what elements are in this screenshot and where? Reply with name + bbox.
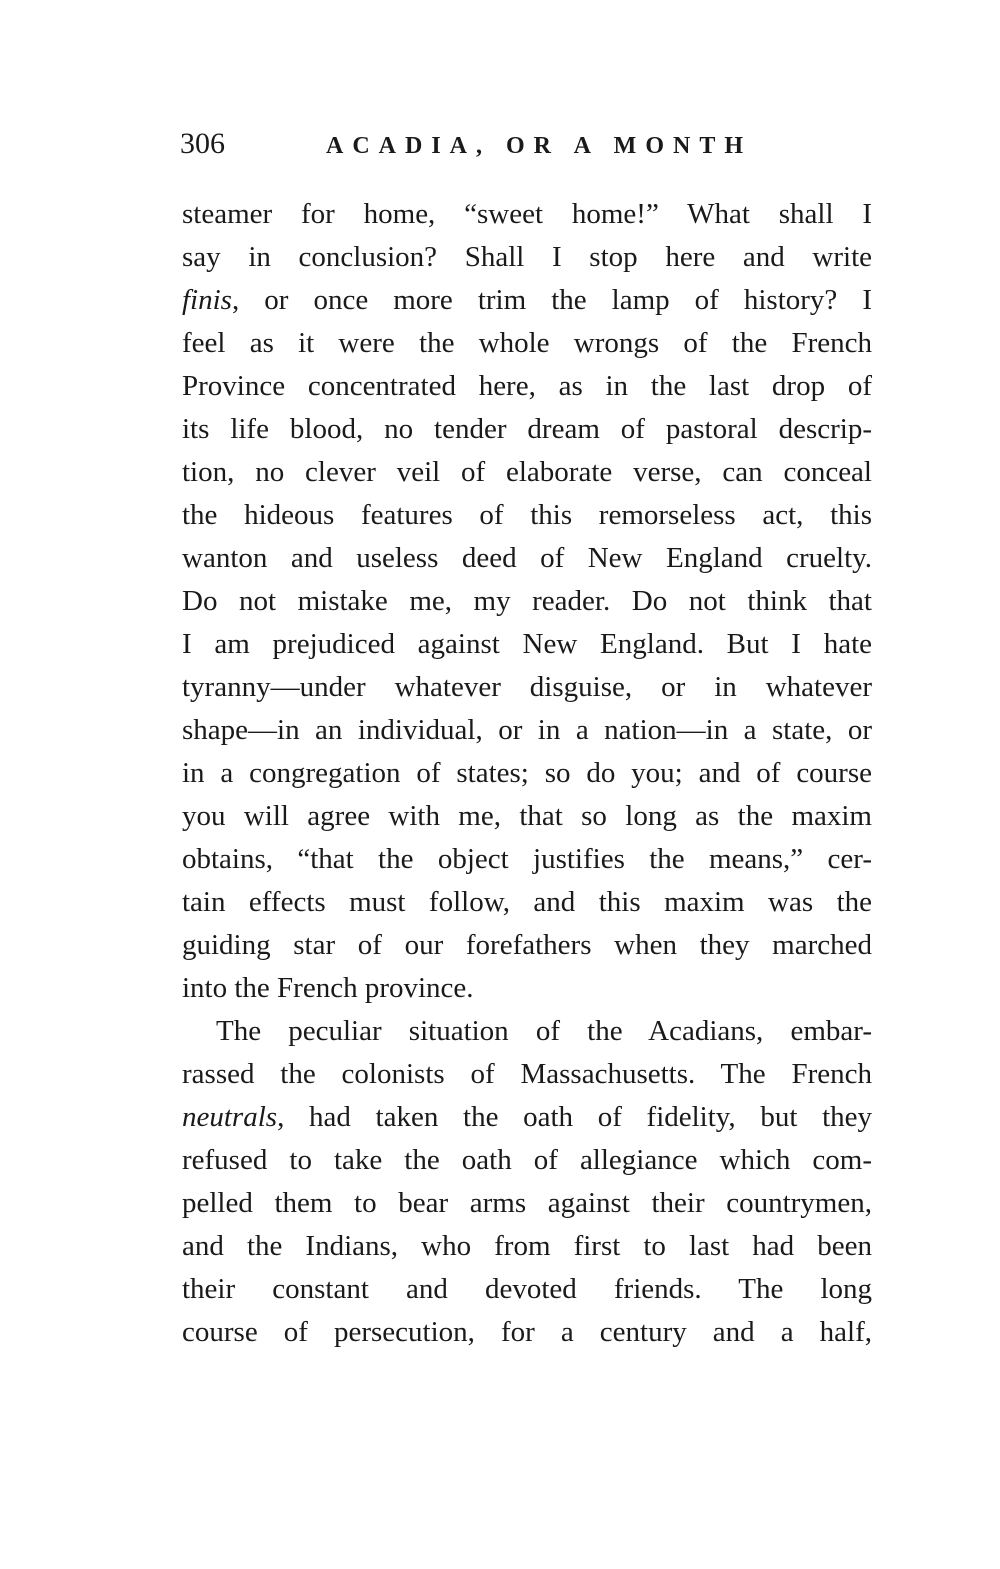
page-number: 306 xyxy=(180,127,225,160)
italic-word: finis xyxy=(182,284,232,316)
text-line: you will agree with me, that so long as the maxim xyxy=(182,800,872,832)
text-line: its life blood, no tender dream of pastoral descrip- xyxy=(182,413,872,445)
italic-word: neutrals xyxy=(182,1101,278,1133)
text-line: say in conclusion? Shall I stop here and write xyxy=(182,241,872,273)
text-line: obtains, “that the object justifies the means,” cer- xyxy=(182,843,872,875)
text-line: tyranny—under whatever disguise, or in whatever xyxy=(182,671,872,703)
paragraph xyxy=(182,193,872,1010)
text-line: I am prejudiced against New England. But I hate xyxy=(182,628,872,660)
text-line: shape—in an individual, or in a nation—in a state, or xyxy=(182,714,872,746)
page-header xyxy=(180,124,880,172)
text-line: refused to take the oath of allegiance which com- xyxy=(182,1144,872,1176)
text-line: tain effects must follow, and this maxim was the xyxy=(182,886,872,918)
text-line: the hideous features of this remorseless act, this xyxy=(182,499,872,531)
text-line: wanton and useless deed of New England cruelty. xyxy=(182,542,872,574)
text-line: feel as it were the whole wrongs of the French xyxy=(182,327,872,359)
body-text xyxy=(182,193,872,1354)
text-line: steamer for home, “sweet home!” What shall I xyxy=(182,198,872,230)
line-rest: , or once more trim the lamp of history? I xyxy=(231,284,872,316)
text-line: and the Indians, who from first to last had been xyxy=(182,1230,872,1262)
text-line: in a congregation of states; so do you; and of course xyxy=(182,757,872,789)
line-rest: , had taken the oath of fidelity, but they xyxy=(277,1101,872,1133)
text-line: Do not mistake me, my reader. Do not think that xyxy=(182,585,872,617)
text-line: rassed the colonists of Massachusetts. The French xyxy=(182,1058,872,1090)
text-line: into the French province. xyxy=(182,972,474,1004)
running-title: ACADIA, OR A MONTH xyxy=(326,133,753,159)
text-line: pelled them to bear arms against their countrymen, xyxy=(182,1187,872,1219)
paragraph xyxy=(182,1010,872,1354)
text-line: course of persecution, for a century and a half, xyxy=(182,1316,872,1348)
text-line: tion, no clever veil of elaborate verse, can conceal xyxy=(182,456,872,488)
text-line: The peculiar situation of the Acadians, embar- xyxy=(216,1015,872,1047)
text-line xyxy=(182,279,872,322)
text-line: guiding star of our forefathers when they marched xyxy=(182,929,872,961)
text-line xyxy=(182,1096,872,1139)
text-line: their constant and devoted friends. The long xyxy=(182,1273,872,1305)
text-line: Province concentrated here, as in the last drop of xyxy=(182,370,872,402)
